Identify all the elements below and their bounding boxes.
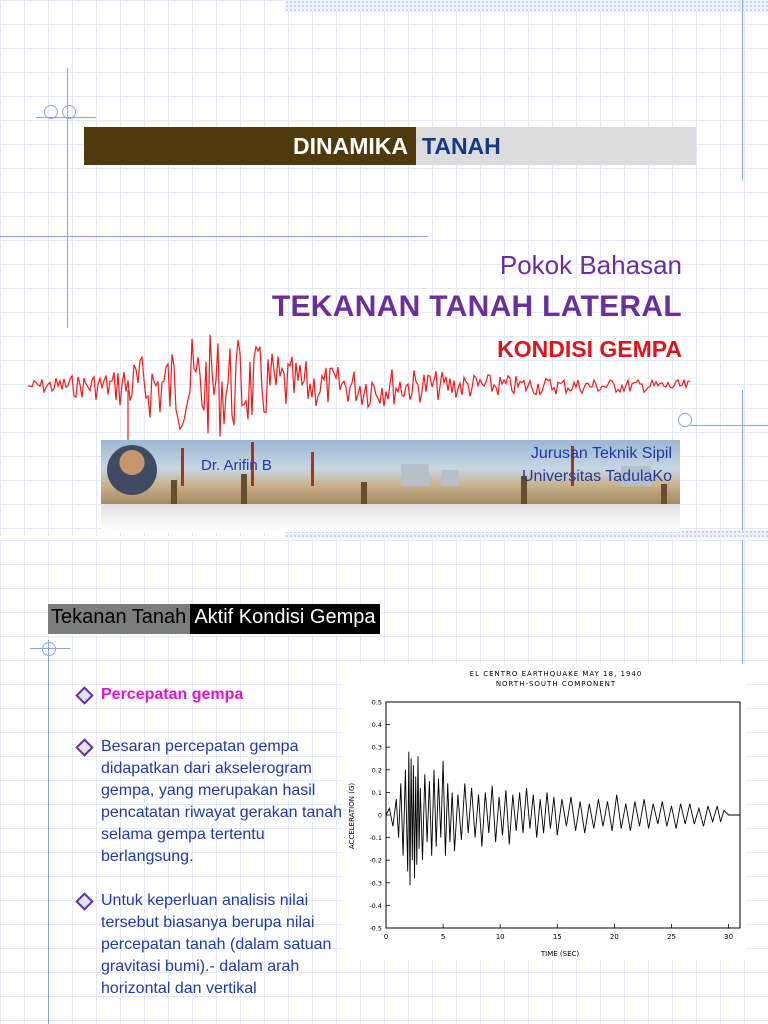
y-tick-label: -0.4: [369, 901, 382, 910]
y-axis-label: ACCELERATION (G): [348, 782, 356, 850]
x-tick-label: 30: [724, 933, 734, 941]
seismogram-trace: [28, 335, 690, 437]
x-tick-label: 15: [552, 933, 562, 941]
seismogram-graphic: [28, 330, 690, 450]
x-tick-label: 0: [383, 933, 389, 941]
decor-ring: [62, 105, 76, 119]
bullet-item: [78, 736, 348, 868]
y-tick-label: -0.5: [369, 924, 382, 933]
title-word-dinamika: DINAMIKA: [293, 133, 408, 159]
x-tick-label: 10: [495, 933, 505, 941]
heading-part-2: Aktif Kondisi Gempa: [190, 604, 379, 634]
y-tick-label: -0.1: [369, 834, 382, 843]
diamond-bullet-icon: [75, 738, 93, 756]
department-name: Jurusan Teknik Sipil: [530, 445, 672, 462]
accelerogram-chart: [342, 664, 746, 964]
y-tick-label: 0: [377, 811, 382, 820]
main-title: TEKANAN TANAH LATERAL: [271, 290, 682, 323]
university-name: Universitas TadulaKo: [521, 468, 672, 485]
decor-ring: [42, 642, 56, 656]
chart-svg: [342, 664, 746, 960]
y-tick-label: 0.2: [371, 766, 382, 775]
author-name: Dr. Arifin B: [201, 457, 272, 474]
x-tick-label: 25: [667, 933, 676, 941]
title-bar: [84, 127, 696, 165]
bullet-item: [78, 684, 348, 706]
decor-band-top: [285, 0, 768, 12]
decor-line: [742, 390, 743, 530]
decor-line: [0, 236, 428, 237]
content-slide: [0, 540, 768, 1024]
chart-subtitle: NORTH-SOUTH COMPONENT: [495, 680, 617, 688]
x-tick-label: 20: [609, 933, 619, 941]
x-axis-label: TIME (SEC): [540, 950, 580, 958]
bullet-text: Besaran percepatan gempa didapatkan dari akselerogram gempa, yang merupakan hasil pencatatan riwayat gerakan tanah selama gempa tertentu berlangsung.: [101, 738, 343, 865]
diamond-bullet-icon: [75, 686, 93, 704]
y-tick-label: 0.5: [371, 698, 382, 707]
decor-line: [690, 425, 768, 426]
y-tick-label: -0.2: [369, 856, 382, 865]
heading-part-1: Tekanan Tanah: [48, 604, 190, 634]
y-tick-label: 0.1: [371, 788, 382, 797]
x-tick-label: 5: [440, 933, 446, 941]
decor-ring: [44, 105, 58, 119]
decor-line: [742, 0, 743, 180]
subtitle: Pokok Bahasan: [499, 250, 682, 280]
diamond-bullet-icon: [75, 892, 93, 910]
slide-heading: [48, 604, 380, 634]
bullet-item: [78, 890, 348, 1000]
y-tick-label: 0.4: [371, 721, 382, 730]
y-tick-label: -0.3: [369, 879, 382, 888]
bullet-text: Untuk keperluan analisis nilai tersebut biasanya berupa nilai percepatan tanah (dalam satuan gravitasi bumi).- dalam arah horizontal dan vertikal: [101, 892, 332, 997]
author-banner: [101, 440, 680, 504]
author-avatar: [107, 445, 157, 495]
decor-line: [48, 640, 49, 1024]
banner-shadow: [101, 504, 680, 532]
y-tick-label: 0.3: [371, 743, 382, 752]
bullet-text: Percepatan gempa: [101, 686, 244, 703]
sub-title: KONDISI GEMPA: [497, 336, 682, 362]
title-word-tanah: TANAH: [422, 133, 501, 159]
chart-title: EL CENTRO EARTHQUAKE MAY 18, 1940: [469, 670, 643, 678]
